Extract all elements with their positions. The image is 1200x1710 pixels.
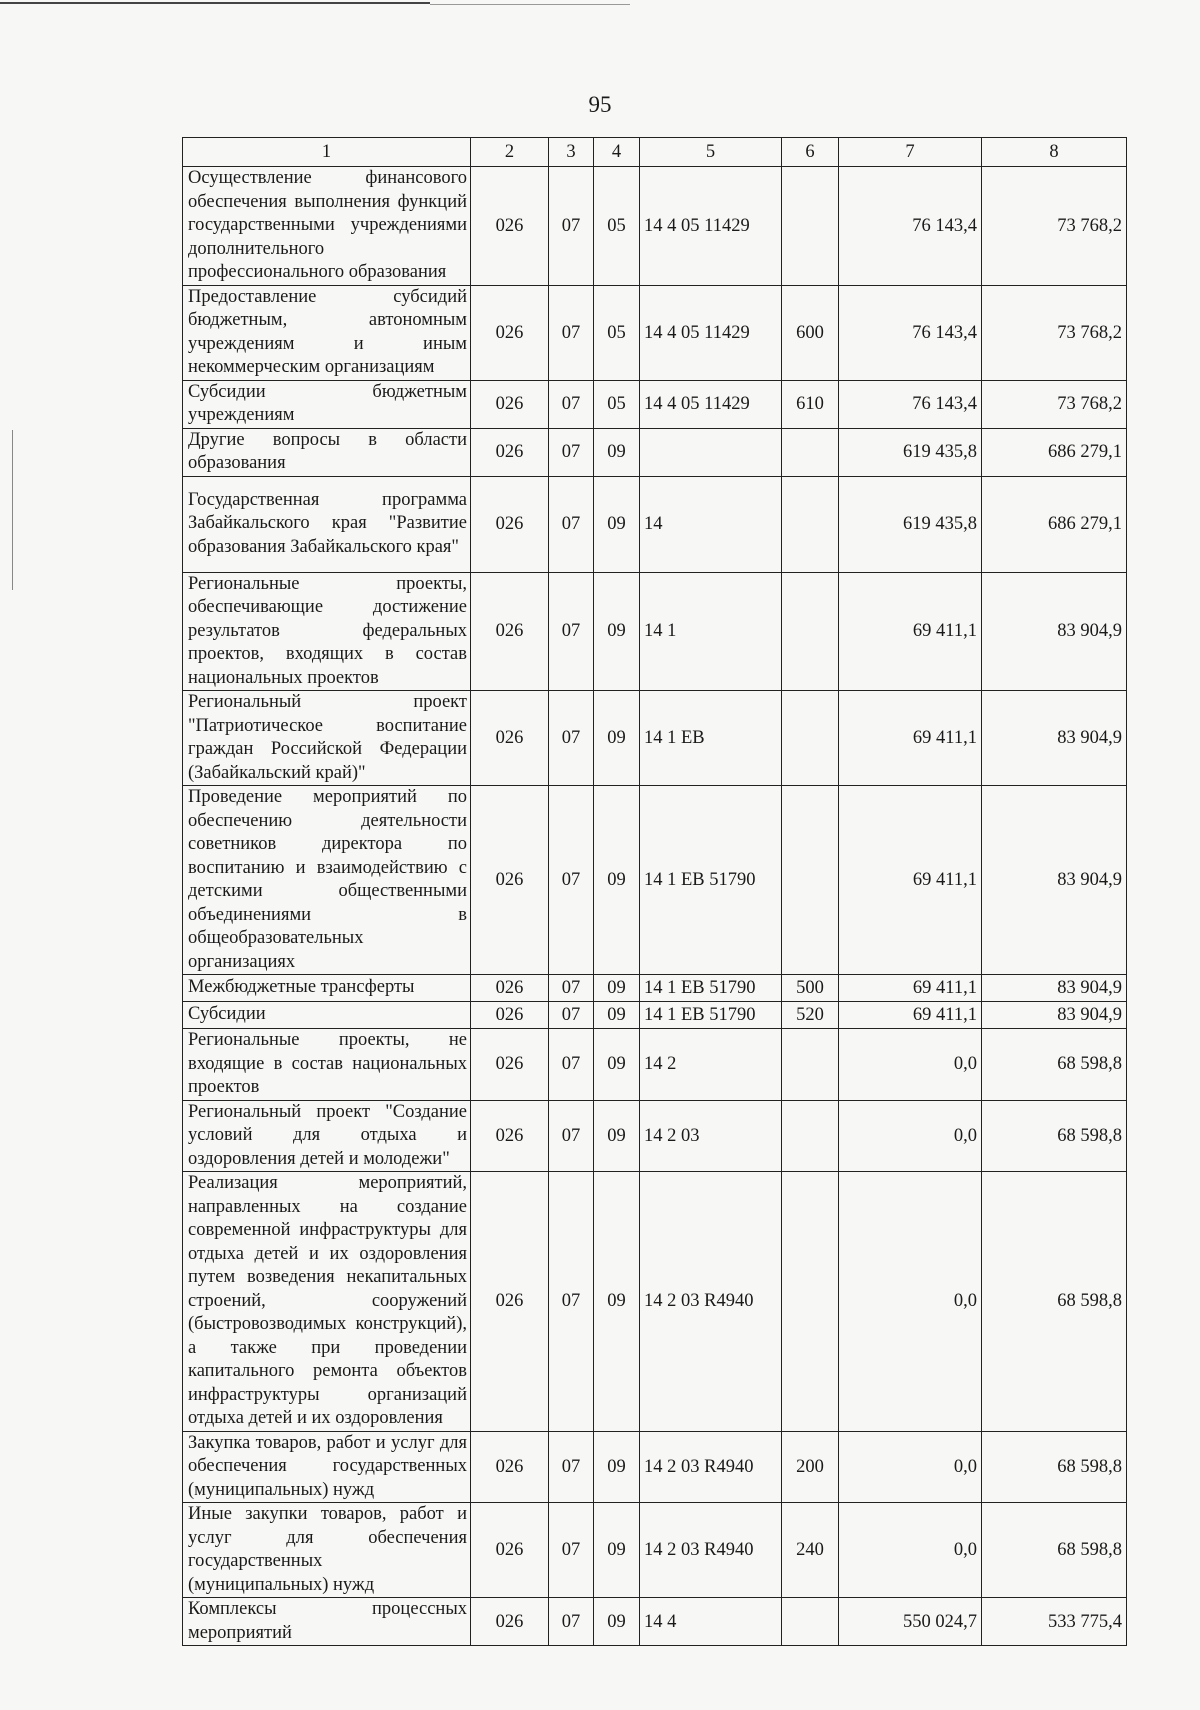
target-article-code: 14 4 <box>640 1598 782 1646</box>
amount-year-2: 73 768,2 <box>982 380 1127 428</box>
amount-year-2: 73 768,2 <box>982 167 1127 286</box>
header-cell: 5 <box>640 138 782 167</box>
amount-year-1: 0,0 <box>839 1503 982 1598</box>
item-name: Другие вопросы в области образования <box>183 428 471 476</box>
header-cell: 7 <box>839 138 982 167</box>
table-row <box>183 975 1127 1002</box>
target-article-code: 14 1 ЕВ <box>640 691 782 786</box>
header-cell: 1 <box>183 138 471 167</box>
amount-year-2: 83 904,9 <box>982 975 1127 1002</box>
section-code: 07 <box>549 476 594 572</box>
table-row <box>183 476 1127 572</box>
amount-year-1: 69 411,1 <box>839 572 982 691</box>
section-code: 07 <box>549 691 594 786</box>
section-code: 07 <box>549 1431 594 1503</box>
target-article-code: 14 2 <box>640 1029 782 1101</box>
section-code: 07 <box>549 167 594 286</box>
target-article-code: 14 4 05 11429 <box>640 285 782 380</box>
target-article-code: 14 <box>640 476 782 572</box>
ministry-code: 026 <box>471 1503 549 1598</box>
subsection-code: 05 <box>594 380 640 428</box>
section-code: 07 <box>549 1598 594 1646</box>
amount-year-1: 619 435,8 <box>839 428 982 476</box>
item-name: Государственная программа Забайкальского края "Развитие образования Забайкальского края" <box>183 476 471 572</box>
ministry-code: 026 <box>471 167 549 286</box>
target-article-code: 14 1 <box>640 572 782 691</box>
amount-year-1: 69 411,1 <box>839 975 982 1002</box>
amount-year-2: 686 279,1 <box>982 476 1127 572</box>
amount-year-2: 73 768,2 <box>982 285 1127 380</box>
item-name: Осуществление финансового обеспечения выполнения функций государственными учреждениями дополнительного профессионального образования <box>183 167 471 286</box>
ministry-code: 026 <box>471 380 549 428</box>
ministry-code: 026 <box>471 1431 549 1503</box>
target-article-code: 14 2 03 R4940 <box>640 1431 782 1503</box>
section-code: 07 <box>549 1029 594 1101</box>
target-article-code: 14 1 ЕВ 51790 <box>640 975 782 1002</box>
expense-type-code: 520 <box>782 1002 839 1029</box>
target-article-code: 14 2 03 <box>640 1100 782 1172</box>
target-article-code <box>640 428 782 476</box>
ministry-code: 026 <box>471 572 549 691</box>
section-code: 07 <box>549 285 594 380</box>
subsection-code: 05 <box>594 285 640 380</box>
table-row <box>183 1002 1127 1029</box>
table-row <box>183 1100 1127 1172</box>
amount-year-2: 83 904,9 <box>982 691 1127 786</box>
amount-year-1: 69 411,1 <box>839 1002 982 1029</box>
item-name: Иные закупки товаров, работ и услуг для обеспечения государственных (муниципальных) нужд <box>183 1503 471 1598</box>
ministry-code: 026 <box>471 691 549 786</box>
subsection-code: 09 <box>594 1598 640 1646</box>
target-article-code: 14 1 ЕВ 51790 <box>640 786 782 975</box>
section-code: 07 <box>549 428 594 476</box>
amount-year-2: 83 904,9 <box>982 572 1127 691</box>
amount-year-1: 76 143,4 <box>839 380 982 428</box>
item-name: Межбюджетные трансферты <box>183 975 471 1002</box>
amount-year-2: 533 775,4 <box>982 1598 1127 1646</box>
table-row <box>183 1029 1127 1101</box>
amount-year-2: 68 598,8 <box>982 1431 1127 1503</box>
amount-year-2: 68 598,8 <box>982 1100 1127 1172</box>
expense-type-code <box>782 1029 839 1101</box>
budget-table <box>182 137 1127 1646</box>
section-code: 07 <box>549 1100 594 1172</box>
section-code: 07 <box>549 380 594 428</box>
ministry-code: 026 <box>471 1002 549 1029</box>
item-name: Реализация мероприятий, направленных на создание современной инфраструктуры для отдыха детей и их оздоровления путем возведения некапитальных строений, сооружений (быстровозводимых конструкций), а также при проведении капитального ремонта объектов инфраструктуры организаций отдыха детей и их оздоровления <box>183 1172 471 1432</box>
table-row <box>183 1598 1127 1646</box>
amount-year-1: 69 411,1 <box>839 691 982 786</box>
table-header-row <box>183 138 1127 167</box>
section-code: 07 <box>549 1503 594 1598</box>
table-row <box>183 1503 1127 1598</box>
scan-artifact-top-faint <box>430 4 630 5</box>
expense-type-code <box>782 1172 839 1432</box>
target-article-code: 14 2 03 R4940 <box>640 1172 782 1432</box>
table-row <box>183 167 1127 286</box>
subsection-code: 09 <box>594 1503 640 1598</box>
header-cell: 3 <box>549 138 594 167</box>
subsection-code: 09 <box>594 975 640 1002</box>
item-name: Региональные проекты, не входящие в состав национальных проектов <box>183 1029 471 1101</box>
table-row <box>183 572 1127 691</box>
ministry-code: 026 <box>471 285 549 380</box>
amount-year-1: 69 411,1 <box>839 786 982 975</box>
section-code: 07 <box>549 572 594 691</box>
header-cell: 2 <box>471 138 549 167</box>
target-article-code: 14 1 ЕВ 51790 <box>640 1002 782 1029</box>
expense-type-code <box>782 476 839 572</box>
table-row <box>183 428 1127 476</box>
ministry-code: 026 <box>471 786 549 975</box>
amount-year-1: 0,0 <box>839 1029 982 1101</box>
amount-year-2: 68 598,8 <box>982 1503 1127 1598</box>
subsection-code: 09 <box>594 786 640 975</box>
item-name: Субсидии <box>183 1002 471 1029</box>
table-row <box>183 1431 1127 1503</box>
expense-type-code <box>782 167 839 286</box>
table-row <box>183 380 1127 428</box>
amount-year-1: 0,0 <box>839 1100 982 1172</box>
amount-year-1: 76 143,4 <box>839 167 982 286</box>
expense-type-code: 200 <box>782 1431 839 1503</box>
subsection-code: 09 <box>594 691 640 786</box>
expense-type-code <box>782 572 839 691</box>
subsection-code: 09 <box>594 1002 640 1029</box>
table-row <box>183 1172 1127 1432</box>
item-name: Региональные проекты, обеспечивающие достижение результатов федеральных проектов, входящих в состав национальных проектов <box>183 572 471 691</box>
expense-type-code: 240 <box>782 1503 839 1598</box>
item-name: Региональный проект "Патриотическое воспитание граждан Российской Федерации (Забайкальский край)" <box>183 691 471 786</box>
table-row <box>183 691 1127 786</box>
section-code: 07 <box>549 1002 594 1029</box>
ministry-code: 026 <box>471 1172 549 1432</box>
ministry-code: 026 <box>471 476 549 572</box>
section-code: 07 <box>549 975 594 1002</box>
expense-type-code: 610 <box>782 380 839 428</box>
scan-artifact-left <box>12 430 13 590</box>
header-cell: 6 <box>782 138 839 167</box>
expense-type-code <box>782 1100 839 1172</box>
amount-year-2: 686 279,1 <box>982 428 1127 476</box>
table-row <box>183 285 1127 380</box>
header-cell: 4 <box>594 138 640 167</box>
subsection-code: 09 <box>594 476 640 572</box>
ministry-code: 026 <box>471 1598 549 1646</box>
table-row <box>183 786 1127 975</box>
amount-year-1: 619 435,8 <box>839 476 982 572</box>
header-cell: 8 <box>982 138 1127 167</box>
expense-type-code <box>782 691 839 786</box>
item-name: Закупка товаров, работ и услуг для обеспечения государственных (муниципальных) нужд <box>183 1431 471 1503</box>
item-name: Проведение мероприятий по обеспечению деятельности советников директора по воспитанию и взаимодействию с детскими общественными объединениями в общеобразовательных организациях <box>183 786 471 975</box>
subsection-code: 09 <box>594 1172 640 1432</box>
section-code: 07 <box>549 786 594 975</box>
expense-type-code <box>782 1598 839 1646</box>
subsection-code: 09 <box>594 1029 640 1101</box>
item-name: Комплексы процессных мероприятий <box>183 1598 471 1646</box>
subsection-code: 09 <box>594 428 640 476</box>
expense-type-code: 600 <box>782 285 839 380</box>
amount-year-1: 550 024,7 <box>839 1598 982 1646</box>
amount-year-2: 83 904,9 <box>982 1002 1127 1029</box>
target-article-code: 14 4 05 11429 <box>640 380 782 428</box>
ministry-code: 026 <box>471 975 549 1002</box>
amount-year-2: 68 598,8 <box>982 1172 1127 1432</box>
target-article-code: 14 4 05 11429 <box>640 167 782 286</box>
scan-artifact-top <box>0 2 430 4</box>
item-name: Региональный проект "Создание условий для отдыха и оздоровления детей и молодежи" <box>183 1100 471 1172</box>
expense-type-code <box>782 786 839 975</box>
amount-year-1: 0,0 <box>839 1172 982 1432</box>
ministry-code: 026 <box>471 428 549 476</box>
amount-year-1: 76 143,4 <box>839 285 982 380</box>
ministry-code: 026 <box>471 1100 549 1172</box>
amount-year-2: 83 904,9 <box>982 786 1127 975</box>
item-name: Субсидии бюджетным учреждениям <box>183 380 471 428</box>
expense-type-code: 500 <box>782 975 839 1002</box>
amount-year-1: 0,0 <box>839 1431 982 1503</box>
ministry-code: 026 <box>471 1029 549 1101</box>
item-name: Предоставление субсидий бюджетным, автономным учреждениям и иным некоммерческим организациям <box>183 285 471 380</box>
subsection-code: 09 <box>594 1100 640 1172</box>
subsection-code: 09 <box>594 1431 640 1503</box>
target-article-code: 14 2 03 R4940 <box>640 1503 782 1598</box>
page-number: 95 <box>588 92 612 117</box>
amount-year-2: 68 598,8 <box>982 1029 1127 1101</box>
subsection-code: 05 <box>594 167 640 286</box>
subsection-code: 09 <box>594 572 640 691</box>
section-code: 07 <box>549 1172 594 1432</box>
expense-type-code <box>782 428 839 476</box>
